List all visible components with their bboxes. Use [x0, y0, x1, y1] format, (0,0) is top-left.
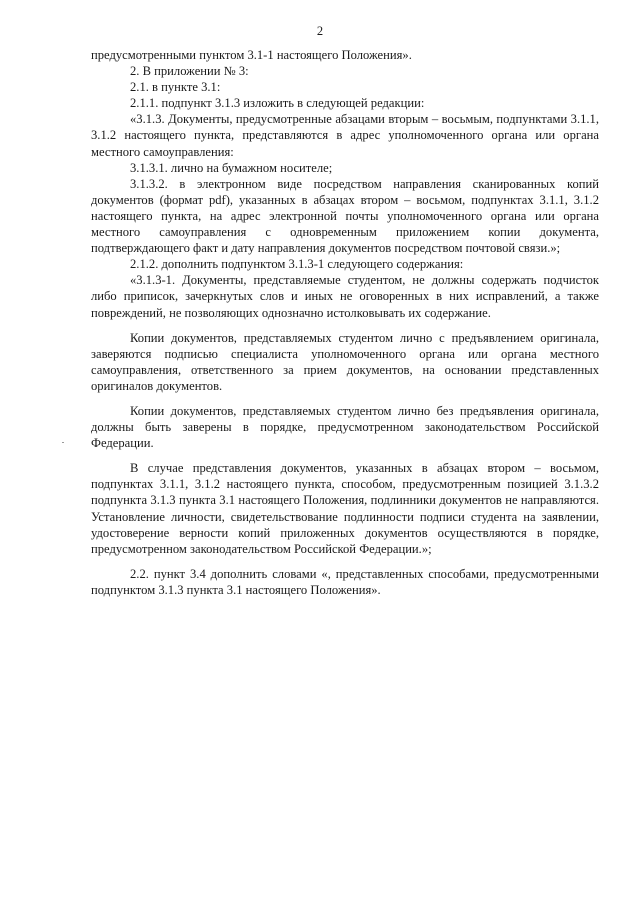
paragraph-copies-without-original: Копии документов, представляемых студентом лично без предъявления оригинала, должны быть заверены в порядке, предусмотренном законодательством Российской Федерации. — [91, 403, 599, 451]
margin-mark — [62, 442, 64, 443]
document-body — [91, 47, 599, 598]
paragraph-item-2-2: 2.2. пункт 3.4 дополнить словами «, представленных способами, предусмотренными подпунктом 3.1.3 пункта 3.1 настоящего Положения». — [91, 566, 599, 597]
paragraph-continuation: предусмотренными пунктом 3.1-1 настоящего Положения». — [91, 48, 412, 62]
paragraph-3-1-3: «3.1.3. Документы, предусмотренные абзацами вторым – восьмым, подпунктами 3.1.1, 3.1.2 настоящего пункта, представляются в адрес уполномоченного органа или органа местного самоуправления: — [91, 112, 599, 159]
page-number: 2 — [316, 24, 324, 38]
paragraph-item-2-1-1: 2.1.1. подпункт 3.1.3 изложить в следующей редакции: — [130, 96, 425, 111]
paragraph-item-2-1: 2.1. в пункте 3.1: — [130, 80, 221, 95]
paragraph-electronic-submission: В случае представления документов, указанных в абзацах втором – восьмом, подпунктах 3.1.1, 3.1.2 настоящего пункта, способом, предусмотренным позицией 3.1.3.2 подпункта 3.1.3 пункта 3.1 настоящего Положения, подлинники документов не направляются. Установление личности, свидетельствование подлинности подписи студента на заявлении, удостоверение верности копий приложенных документов осуществляются в порядке, предусмотренном законодательством Российской Федерации.»; — [91, 461, 599, 556]
paragraph-3-1-3-1-docs: «3.1.3-1. Документы, представляемые студентом, не должны содержать подчисток либо приписок, зачеркнутых слов и иных не оговоренных в них исправлений, а также повреждений, не позволяющих однозначно истолковывать их содержание. — [91, 273, 599, 320]
paragraph-3-1-3-1: 3.1.3.1. лично на бумажном носителе; — [130, 160, 333, 175]
paragraph-3-1-3-2: 3.1.3.2. в электронном виде посредством направления сканированных копий документов (формат pdf), указанных в абзацах втором – восьмом, подпунктах 3.1.1, 3.1.2 настоящего пункта, на адрес электронной почты уполномоченного органа или органа местного самоуправления с одновременным приложением копии документа, подтверждающего факт и дату направления документов посредством почтовой связи.»; — [91, 176, 599, 256]
paragraph-appendix-heading: 2. В приложении № 3: — [130, 64, 249, 79]
paragraph-item-2-1-2: 2.1.2. дополнить подпунктом 3.1.3-1 следующего содержания: — [130, 257, 464, 272]
paragraph-copies-with-original: Копии документов, представляемых студентом лично с предъявлением оригинала, заверяются подписью специалиста уполномоченного органа или органа местного самоуправления, ответственного за прием документов, на основании представленных оригиналов документов. — [91, 330, 599, 393]
